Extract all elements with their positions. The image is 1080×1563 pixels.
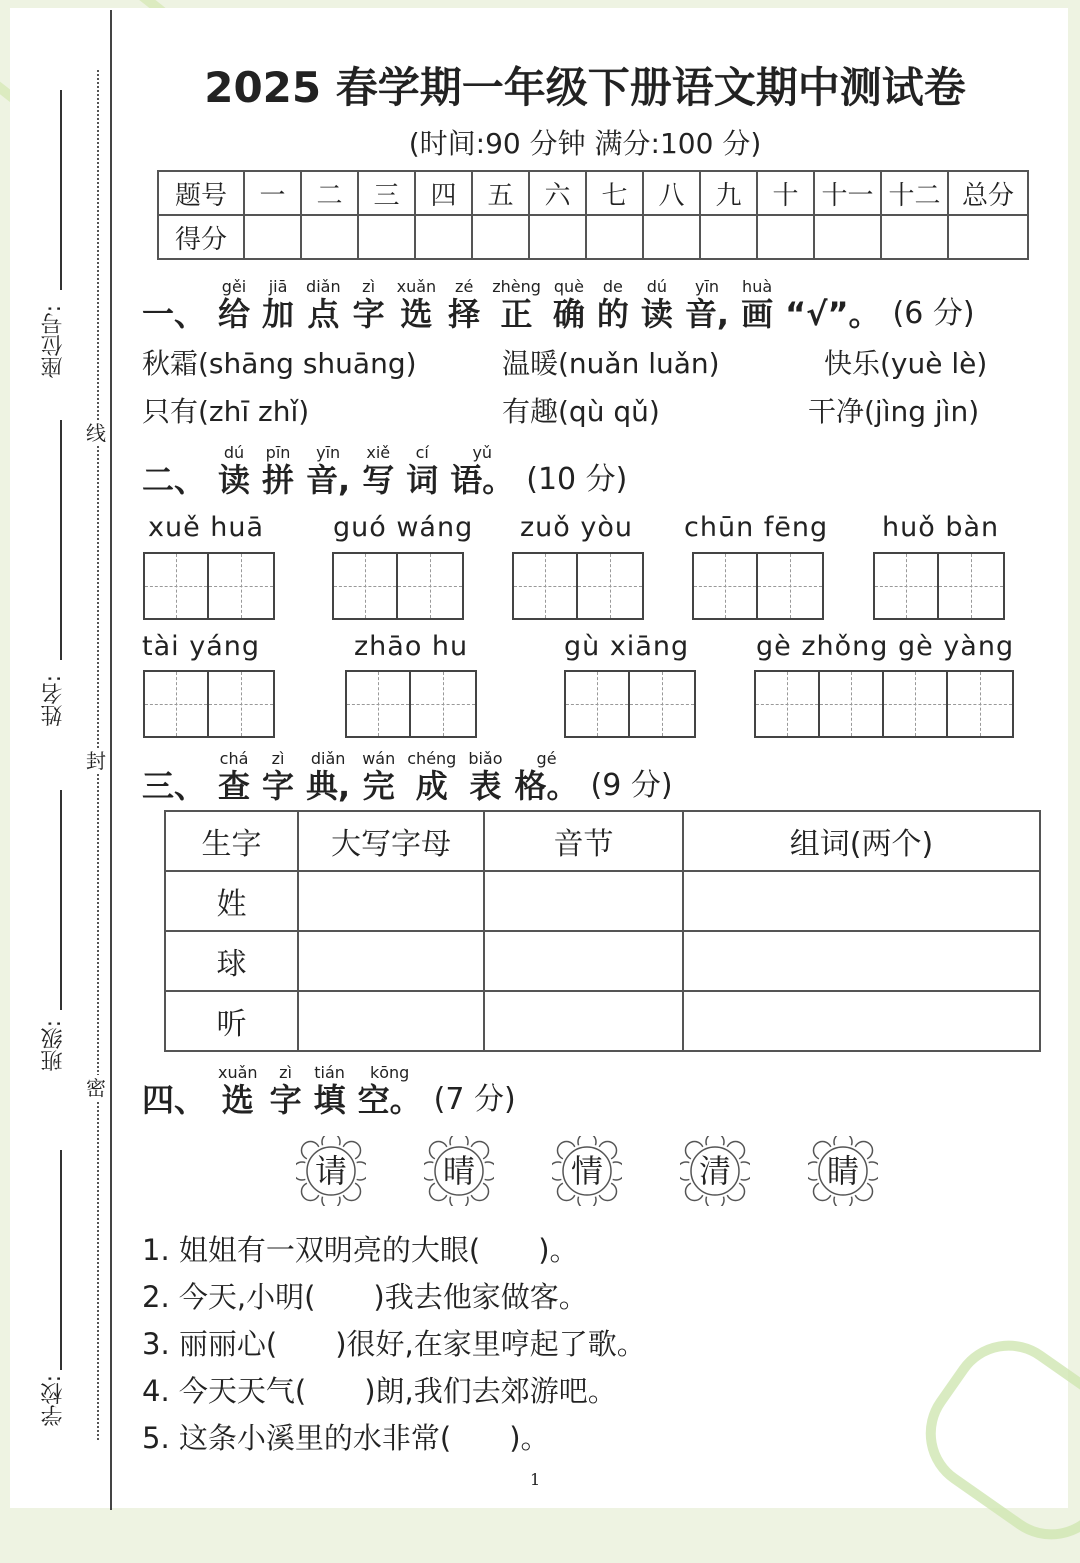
school-label: 学校: <box>41 1375 66 1427</box>
pinyin-annotation: yǔ <box>472 443 493 462</box>
choice-item[interactable]: 干净(jìng jìn) <box>808 395 980 428</box>
section3-heading <box>142 750 685 804</box>
heading-char: 填 <box>313 1081 346 1119</box>
fill-sentence[interactable]: 1. 姐姐有一双明亮的大眼( )。 <box>142 1233 579 1267</box>
heading-char: 字 <box>262 767 295 805</box>
section2-heading <box>142 444 639 498</box>
pinyin-annotation: dú <box>223 443 245 462</box>
answer-cell[interactable] <box>484 991 683 1051</box>
option-char: 请 <box>314 1152 347 1190</box>
heading-char: 字 <box>352 295 385 333</box>
score-blank[interactable] <box>358 215 415 259</box>
pinyin-prompt: zhāo hu <box>354 631 469 662</box>
option-flower[interactable] <box>808 1136 878 1206</box>
score-cell: 七 <box>586 171 643 215</box>
pinyin-annotation: xuǎn <box>396 277 437 296</box>
writing-grid[interactable] <box>143 552 275 620</box>
score-blank[interactable] <box>301 215 358 259</box>
writing-grid[interactable] <box>143 670 275 738</box>
pinyin-annotation: chá <box>219 749 249 768</box>
heading-char: 格。 <box>514 767 579 805</box>
pinyin-annotation: kōng <box>369 1063 410 1082</box>
score-input-row <box>158 215 1028 259</box>
score-blank[interactable] <box>948 215 1028 259</box>
seal-char: 线 <box>86 421 106 445</box>
score-cell: 三 <box>358 171 415 215</box>
writing-grid[interactable] <box>332 552 464 620</box>
name-label: 姓名: <box>41 675 66 727</box>
answer-cell[interactable] <box>298 871 484 931</box>
pinyin-prompt: zuǒ yòu <box>520 512 633 543</box>
choice-item[interactable]: 温暖(nuǎn luǎn) <box>502 347 720 380</box>
heading-char: 点 <box>307 295 340 333</box>
score-header-row <box>158 171 1028 215</box>
option-flower[interactable] <box>424 1136 494 1206</box>
pinyin-annotation: yīn <box>694 277 720 296</box>
section4-heading <box>142 1064 528 1118</box>
section-points: (6 分) <box>892 296 975 331</box>
pinyin-annotation: wán <box>362 749 396 768</box>
pinyin-annotation: tián <box>314 1063 345 1082</box>
exam-subtitle: (时间:90 分钟 满分:100 分) <box>408 127 762 160</box>
option-char: 晴 <box>442 1152 475 1190</box>
page-number: 1 <box>530 1470 541 1489</box>
score-cell: 一 <box>244 171 301 215</box>
score-cell: 得分 <box>158 215 244 259</box>
pinyin-annotation: zì <box>271 749 285 768</box>
pinyin-prompt: guó wáng <box>333 512 474 543</box>
heading-char: 查 <box>218 767 251 805</box>
heading-char: 表 <box>469 767 502 805</box>
heading-char: 空。 <box>357 1081 422 1119</box>
pinyin-prompt: gè zhǒng gè yàng <box>756 631 1015 662</box>
pinyin-annotation: cí <box>415 443 429 462</box>
score-cell: 十二 <box>881 171 948 215</box>
answer-cell[interactable] <box>683 991 1040 1051</box>
writing-grid[interactable] <box>873 552 1005 620</box>
pinyin-annotation: diǎn <box>310 749 346 768</box>
dictionary-header: 组词(两个) <box>683 811 1040 871</box>
option-flower[interactable] <box>296 1136 366 1206</box>
score-blank[interactable] <box>643 215 700 259</box>
pinyin-annotation: zì <box>362 277 376 296</box>
heading-char: 择 <box>448 295 481 333</box>
heading-char: 字 <box>269 1081 302 1119</box>
score-cell: 八 <box>643 171 700 215</box>
heading-tail: “√”。 <box>785 295 881 333</box>
pinyin-annotation: gé <box>536 749 557 768</box>
pinyin-annotation: de <box>602 277 623 296</box>
answer-cell[interactable] <box>683 871 1040 931</box>
heading-char: 选 <box>221 1081 254 1119</box>
choice-item[interactable]: 有趣(qù qǔ) <box>502 395 660 428</box>
score-cell: 六 <box>529 171 586 215</box>
seal-char: 封 <box>86 749 106 773</box>
heading-char: 成 <box>415 767 448 805</box>
pinyin-annotation: chéng <box>407 749 457 768</box>
pinyin-annotation: dú <box>646 277 668 296</box>
dictionary-char: 姓 <box>165 871 298 931</box>
pinyin-annotation: gěi <box>221 277 247 296</box>
answer-cell[interactable] <box>484 931 683 991</box>
heading-char: 给 <box>218 295 251 333</box>
class-label: 班级: <box>41 1020 66 1072</box>
option-char: 情 <box>570 1152 603 1190</box>
answer-cell[interactable] <box>683 931 1040 991</box>
pinyin-prompt: gù xiāng <box>564 631 690 662</box>
score-blank[interactable] <box>757 215 814 259</box>
score-cell: 总分 <box>948 171 1028 215</box>
page-title: 2025 春学期一年级下册语文期中测试卷 <box>204 63 966 112</box>
score-blank[interactable] <box>415 215 472 259</box>
heading-char: 音, <box>684 295 730 333</box>
writing-grid[interactable] <box>754 670 1014 738</box>
heading-char: 音, <box>306 461 351 499</box>
heading-char: 正 <box>500 295 533 333</box>
score-cell: 二 <box>301 171 358 215</box>
dictionary-char: 球 <box>165 931 298 991</box>
section1-heading <box>142 278 987 332</box>
fill-sentence[interactable]: 3. 丽丽心( )很好,在家里哼起了歌。 <box>142 1327 646 1361</box>
section-number: 一、 <box>142 295 207 333</box>
writing-grid[interactable] <box>345 670 477 738</box>
score-blank[interactable] <box>814 215 881 259</box>
heading-char: 语。 <box>450 461 515 499</box>
fill-sentence[interactable]: 5. 这条小溪里的水非常( )。 <box>142 1421 550 1455</box>
heading-char: 选 <box>400 295 433 333</box>
choice-item[interactable]: 秋霜(shāng shuāng) <box>142 347 417 380</box>
score-blank[interactable] <box>586 215 643 259</box>
section-points: (10 分) <box>526 462 628 497</box>
dictionary-row <box>165 991 1040 1051</box>
score-cell: 十 <box>757 171 814 215</box>
score-blank[interactable] <box>700 215 757 259</box>
heading-char: 的 <box>596 295 629 333</box>
seat-line <box>60 90 62 290</box>
answer-cell[interactable] <box>298 931 484 991</box>
pinyin-prompt: xuě huā <box>148 512 265 543</box>
name-line <box>60 420 62 660</box>
dictionary-row <box>165 931 1040 991</box>
option-char: 清 <box>698 1152 731 1190</box>
heading-char: 写 <box>362 461 395 499</box>
seat-label: 座位号: <box>41 305 66 379</box>
pinyin-annotation: diǎn <box>306 277 341 296</box>
fill-sentence[interactable]: 4. 今天天气( )朗,我们去郊游吧。 <box>142 1374 617 1408</box>
section-number: 二、 <box>142 461 207 499</box>
writing-grid[interactable] <box>692 552 824 620</box>
class-line <box>60 790 62 1010</box>
dictionary-table <box>164 810 1041 1052</box>
writing-grid[interactable] <box>512 552 644 620</box>
score-cell: 题号 <box>158 171 244 215</box>
dictionary-char: 听 <box>165 991 298 1051</box>
section-number: 四、 <box>142 1081 207 1119</box>
heading-char: 词 <box>406 461 439 499</box>
school-line <box>60 1150 62 1370</box>
dictionary-header: 生字 <box>165 811 298 871</box>
pinyin-annotation: jiā <box>268 277 288 296</box>
score-cell: 九 <box>700 171 757 215</box>
option-flower[interactable] <box>680 1136 750 1206</box>
pinyin-annotation: zé <box>455 277 474 296</box>
writing-grid[interactable] <box>564 670 696 738</box>
pinyin-prompt: chūn fēng <box>684 512 829 543</box>
section-number: 三、 <box>142 767 207 805</box>
option-flower[interactable] <box>552 1136 622 1206</box>
score-blank[interactable] <box>472 215 529 259</box>
answer-cell[interactable] <box>298 991 484 1051</box>
pinyin-annotation: biǎo <box>468 749 503 768</box>
pinyin-annotation: xuǎn <box>218 1063 258 1082</box>
pinyin-prompt: huǒ bàn <box>882 512 1000 543</box>
pinyin-annotation: xiě <box>366 443 391 462</box>
score-blank[interactable] <box>244 215 301 259</box>
heading-char: 典, <box>306 767 351 805</box>
pinyin-annotation: zhèng <box>492 277 541 296</box>
pinyin-annotation: pīn <box>265 443 291 462</box>
dictionary-row <box>165 871 1040 931</box>
choice-item[interactable]: 快乐(yuè lè) <box>824 347 988 380</box>
pinyin-annotation: què <box>553 277 584 296</box>
heading-char: 读 <box>218 461 251 499</box>
heading-char: 完 <box>362 767 395 805</box>
section-points: (7 分) <box>433 1082 516 1117</box>
heading-char: 读 <box>640 295 673 333</box>
score-cell: 四 <box>415 171 472 215</box>
pinyin-annotation: yīn <box>316 443 341 462</box>
option-char: 睛 <box>826 1152 859 1190</box>
score-blank[interactable] <box>881 215 948 259</box>
score-table <box>157 170 1029 260</box>
score-blank[interactable] <box>529 215 586 259</box>
answer-cell[interactable] <box>484 871 683 931</box>
pinyin-prompt: tài yáng <box>142 631 260 662</box>
dictionary-header-row <box>165 811 1040 871</box>
choice-item[interactable]: 只有(zhī zhǐ) <box>142 395 310 428</box>
dictionary-header: 大写字母 <box>298 811 484 871</box>
dictionary-header: 音节 <box>484 811 683 871</box>
pinyin-annotation: zì <box>279 1063 292 1082</box>
section-points: (9 分) <box>590 768 673 803</box>
seal-char: 密 <box>86 1076 106 1100</box>
score-cell: 五 <box>472 171 529 215</box>
heading-char: 确 <box>552 295 585 333</box>
binding-line <box>110 10 112 1510</box>
fill-sentence[interactable]: 2. 今天,小明( )我去他家做客。 <box>142 1280 588 1314</box>
score-cell: 十一 <box>814 171 881 215</box>
heading-char: 加 <box>262 295 295 333</box>
heading-char: 拼 <box>262 461 295 499</box>
pinyin-annotation: huà <box>742 277 773 296</box>
heading-char: 画 <box>741 295 774 333</box>
